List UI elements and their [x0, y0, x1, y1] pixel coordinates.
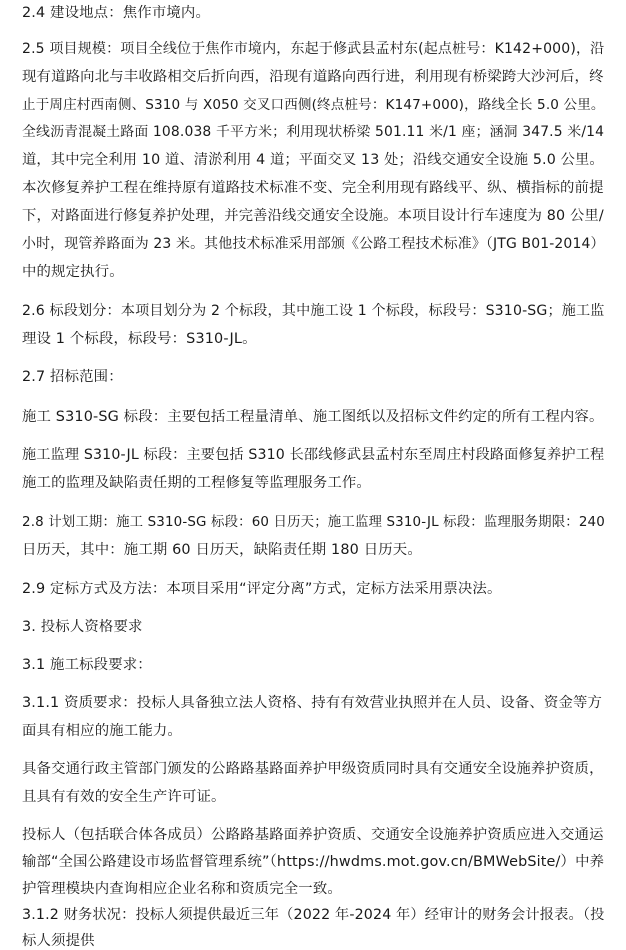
text-line: 止于周庄村西南侧、S310 与 X050 交叉口西侧(终点桩号：K147+000)，路线全长 5.0 公里。: [22, 97, 605, 113]
text-line: 中的规定执行。: [22, 264, 124, 280]
text-line: 输部“全国公路建设市场监督管理系统”（https://hwdms.mot.gov.cn/BMWebSite/）中养: [22, 854, 605, 870]
text-line: 下，对路面进行修复养护处理，并完善沿线交通安全设施。本项目设计行车速度为 80 公里/: [22, 208, 604, 224]
text-line: 3.1.1 资质要求：投标人具备独立法人资格、持有有效营业执照并在人员、设备、资金等方: [22, 695, 603, 711]
text-line: 施工 S310-SG 标段：主要包括工程量清单、施工图纸以及招标文件约定的所有工程内容。: [22, 409, 604, 425]
text-line: 理设 1 个标段，标段号：S310-JL。: [22, 331, 257, 347]
text-line: 道，其中完全利用 10 道、清淤利用 4 道；平面交叉 13 处；沿线交通安全设施 5.0 公里。: [22, 152, 604, 168]
text-line: 投标人（包括联合体各成员）公路路基路面养护资质、交通安全设施养护资质应进入交通运: [22, 827, 604, 843]
text-line: 3. 投标人资格要求: [22, 619, 143, 635]
text-line: 护管理模块内查询相应企业名称和资质完全一致。: [22, 881, 342, 897]
text-line: 全线沥青混凝土路面 108.038 千平方米；利用现状桥梁 501.11 米/1 座；涵洞 347.5 米/14: [22, 124, 605, 140]
text-line: 具备交通行政主管部门颁发的公路路基路面养护甲级资质同时具有交通安全设施养护资质，: [22, 761, 604, 777]
text-line: 日历天，其中：施工期 60 日历天，缺陷责任期 180 日历天。: [22, 542, 422, 558]
text-line: 2.6 标段划分：本项目划分为 2 个标段，其中施工设 1 个标段，标段号：S310-SG；施工监: [22, 303, 605, 319]
text-line: 施工的监理及缺陷责任期的工程修复等监理服务工作。: [22, 475, 371, 491]
text-line: 3.1 施工标段要求：: [22, 657, 152, 673]
text-line: 本次修复养护工程在维持原有道路技术标准不变、完全利用现有路线平、纵、横指标的前提: [22, 180, 604, 196]
text-line: 面具有相应的施工能力。: [22, 723, 182, 739]
text-line: 2.4 建设地点：焦作市境内。: [22, 5, 211, 21]
text-line: 现有道路向北与丰收路相交后折向西，沿现有道路向西行进，利用现有桥梁跨大沙河后，终: [22, 69, 604, 85]
text-line: 标人须提供: [22, 933, 95, 949]
text-line: 2.5 项目规模：项目全线位于焦作市境内，东起于修武县孟村东(起点桩号：K142+000)，沿: [22, 41, 605, 57]
text-line: 小时，现管养路面为 23 米。其他技术标准采用部颁《公路工程技术标准》（JTG B01-2014）: [22, 236, 605, 252]
text-line: 且具有有效的安全生产许可证。: [22, 789, 226, 805]
text-line: 2.8 计划工期：施工 S310-SG 标段：60 日历天；施工监理 S310-JL 标段：监理服务期限：240: [22, 515, 605, 530]
text-line: 3.1.2 财务状况：投标人须提供最近三年（2022 年-2024 年）经审计的财务会计报表。（投: [22, 907, 605, 923]
text-line: 施工监理 S310-JL 标段：主要包括 S310 长邵线修武县孟村东至周庄村段路面修复养护工程: [22, 447, 605, 463]
text-line: 2.9 定标方式及方法：本项目采用“评定分离”方式，定标方法采用票决法。: [22, 581, 502, 597]
text-line: 2.7 招标范围：: [22, 369, 123, 385]
